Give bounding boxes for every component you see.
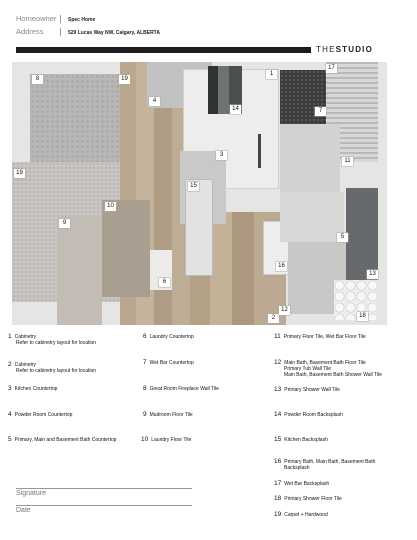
brand-suffix: STUDIO [335,45,374,54]
legend-text: Cabinetry [14,334,37,340]
legend-subtext: Refer to cabinetry layout for location [16,368,97,374]
legend-text: Primary Shower Floor Tile [284,496,342,502]
legend-text: Laundry Countertop [149,334,194,340]
date-line [16,505,192,506]
legend-text: Primary, Main and Basement Bath Countertop [14,437,117,443]
legend-item [141,437,191,443]
legend-item [8,412,72,418]
legend-item [274,496,342,502]
swatch-label: 19 [14,169,25,178]
swatch-label: 8 [32,75,43,84]
swatch-label: 5 [337,233,348,242]
swatch-label: 2 [268,314,279,323]
swatch-label: 11 [342,157,353,166]
legend-number: 4 [8,411,12,418]
legend-item [143,334,194,340]
legend-subtext: Refer to cabinetry layout for location [16,340,97,346]
legend-number: 15 [274,436,282,443]
legend-item [8,386,57,392]
legend-subtext: Main Bath, Basement Bath Shower Wall Tile [284,372,382,378]
legend-text: Main Bath, Basement Bath Floor Tile [284,360,366,366]
legend-item [143,412,193,418]
legend-item [274,360,382,378]
signature-label: Signature [16,490,46,497]
legend-number: 7 [143,359,147,366]
header-bar [16,47,311,53]
legend-number: 18 [274,495,282,502]
legend-number: 3 [8,385,12,392]
swatch-label: 1 [266,70,277,79]
swatch-label: 6 [159,278,170,287]
legend-number: 12 [274,359,282,366]
legend-number: 6 [143,333,147,340]
primary-shower-wall-tile-swatch [346,188,378,280]
legend-text: Kitchen Countertop [14,386,58,392]
divider [60,28,61,36]
primary-shower-floor-tile-swatch [334,280,376,320]
swatch-label: 15 [188,182,199,191]
legend-item [274,334,366,340]
address-value: 529 Lucas Way NW, Calgary, ALBERTA [68,30,160,36]
legend-number: 2 [8,361,12,368]
date-label: Date [16,507,31,514]
legend-text: Carpet + Hardwood [284,512,328,518]
legend-text: Great Room Fireplace Wall Tile [149,386,219,392]
legend-item [274,481,329,487]
legend-item [8,334,96,346]
swatch-label: 12 [279,306,290,315]
legend-number: 19 [274,511,282,518]
legend-number: 17 [274,480,282,487]
legend-number: 13 [274,386,282,393]
divider [60,15,61,23]
swatch-label: 4 [149,97,160,106]
legend-number: 14 [274,411,282,418]
legend-item [143,360,194,366]
legend-text: Kitchen Backsplash [284,437,328,443]
address-label: Address [16,27,44,36]
swatch-label: 9 [59,219,70,228]
legend-number: 8 [143,385,147,392]
legend-text: Powder Room Countertop [14,412,73,418]
legend-text: Primary Floor Tile, Wet Bar Floor Tile [283,334,366,340]
mudroom-floor-tile-swatch [57,217,102,325]
legend-text: Primary Bath, Main Bath, Basement Bath [284,459,376,465]
homeowner-label: Homeowner [16,14,57,23]
legend-subtext: Primary Tub Wall Tile [284,366,332,372]
legend-text: Wet Bar Backsplash [284,481,330,487]
legend-subtext: Backsplash [284,465,310,471]
legend-number: 5 [8,436,12,443]
swatch-label: 19 [119,75,130,84]
legend-number: 16 [274,458,282,465]
swatch-label: 13 [367,270,378,279]
kitchen-backsplash-swatch [186,180,212,275]
swatch-label: 3 [216,151,227,160]
legend-item [8,437,117,443]
swatch-label: 16 [276,262,287,271]
swatch-label: 7 [315,107,326,116]
cabinet-handle [258,134,261,168]
legend-text: Primary Shower Wall Tile [284,387,340,393]
fireplace-wall-tile-swatch [30,74,120,162]
legend-number: 1 [8,333,12,340]
swatch-label: 10 [105,202,116,211]
legend-item [8,362,96,374]
homeowner-value: Spec Home [68,17,96,23]
brand-logo [316,45,373,54]
brand-prefix: THE [316,45,336,54]
legend-text: Mudroom Floor Tile [149,412,193,418]
legend-number: 11 [274,333,281,340]
legend-item [274,459,375,471]
material-board [12,62,387,325]
legend-number: 9 [143,411,147,418]
legend-text: Powder Room Backsplash [284,412,343,418]
swatch-label: 18 [357,312,368,321]
swatch-label: 17 [326,64,337,73]
laundry-floor-tile-swatch [102,200,150,297]
legend-item [274,437,328,443]
legend-item [143,386,219,392]
legend-text: Wet Bar Countertop [149,360,194,366]
legend-text: Cabinetry [14,362,37,368]
bath-countertop-swatch [280,192,344,242]
legend-item [274,512,328,518]
legend-item [274,412,343,418]
legend-item [274,387,340,393]
legend-number: 10 [141,436,149,443]
signature-line [16,488,192,489]
swatch-label: 14 [230,105,241,114]
legend-text: Laundry Floor Tile [151,437,192,443]
